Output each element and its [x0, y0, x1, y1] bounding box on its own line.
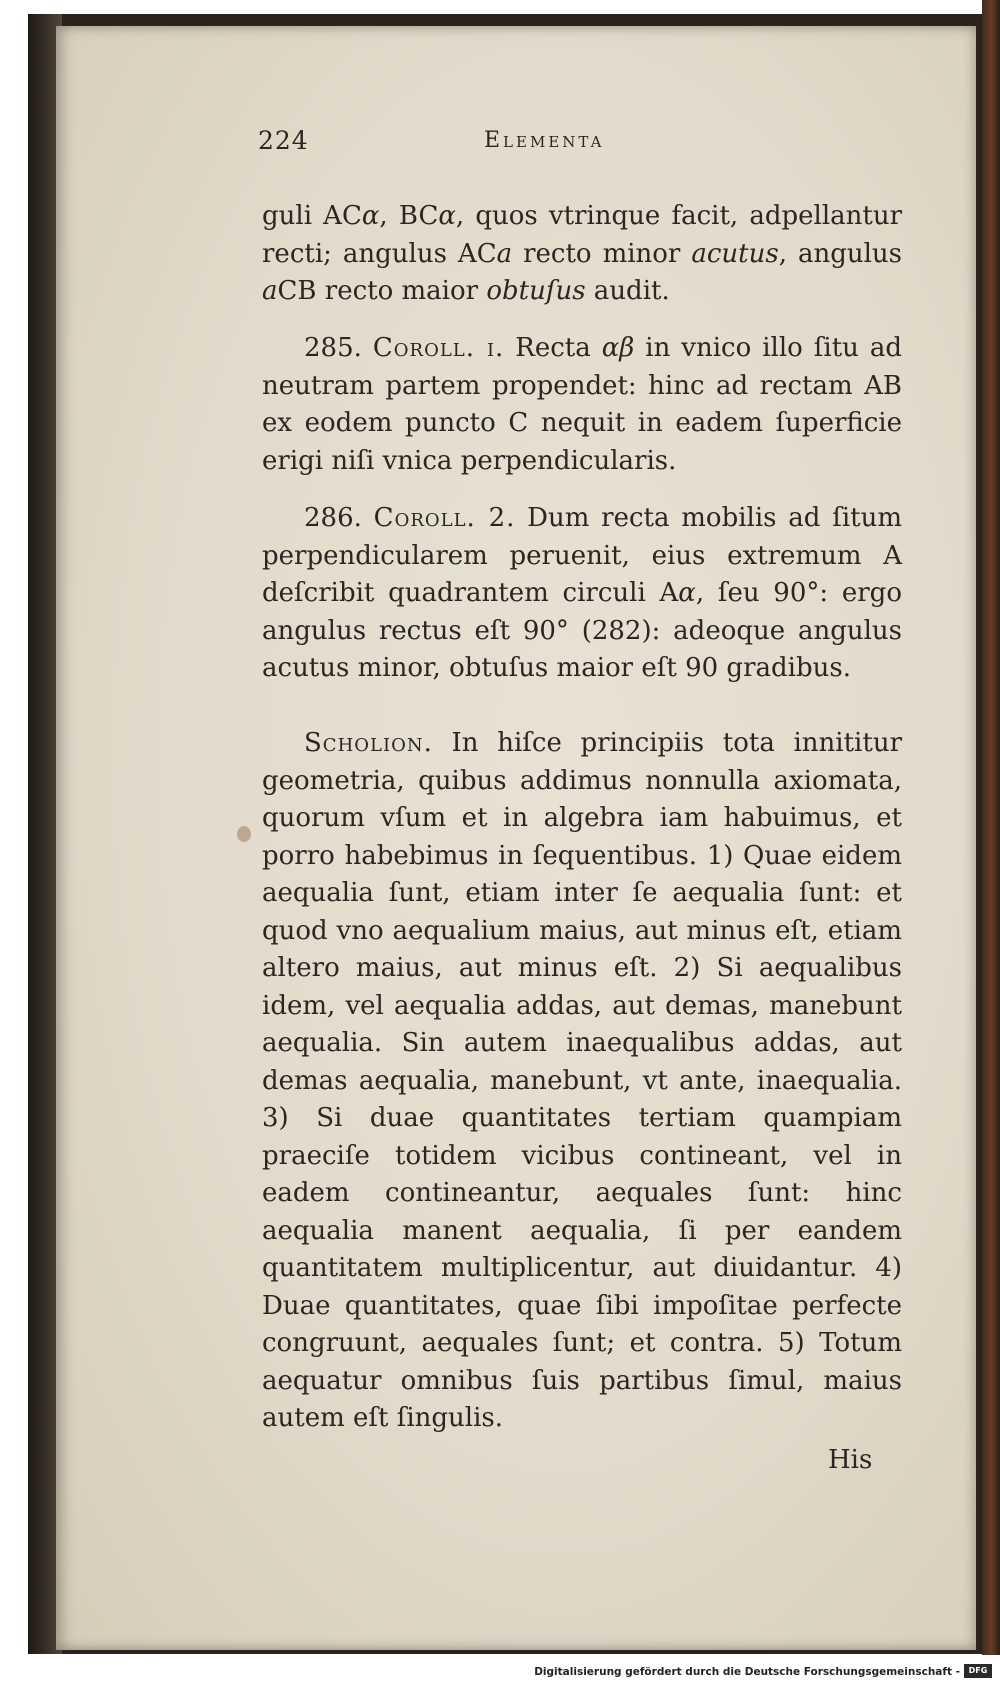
ink-blot-mark [237, 826, 251, 842]
text-segment: Recta [504, 333, 602, 363]
text-segment: , quos vtrinque facit, adpellantur recti; angulus AC [262, 201, 902, 269]
catchword: His [828, 1445, 873, 1475]
text-segment: Dum recta mobilis ad ſitum perpendicularem peruenit, eius extremum A deſcribit quadrantem circuli A [262, 503, 903, 608]
paragraph-scholion [262, 725, 902, 1438]
text-segment: , BC [379, 201, 439, 231]
text-segment: guli AC [262, 201, 362, 231]
digitization-footer [0, 1660, 1000, 1687]
paragraph-continuation [262, 198, 902, 311]
running-head [258, 126, 898, 166]
text-segment: 286. [304, 503, 374, 533]
text-segment: in vnico illo ſitu ad neutram partem propendet: hinc ad rectam AB ex eodem puncto C nequit in eadem ſuperficie erigi niſi vnica perpendicularis. [262, 333, 902, 476]
text-segment: a [496, 238, 513, 269]
book-edge [982, 0, 1000, 1655]
dfg-logo-icon: DFG [964, 1664, 992, 1678]
text-segment: α [678, 578, 696, 608]
footer-credit: Digitalisierung gefördert durch die Deutsche Forschungsgemeinschaft - [534, 1666, 960, 1678]
text-segment: a [262, 276, 278, 306]
text-segment: Coroll. i. [372, 333, 505, 363]
paragraph-corollary-285 [262, 330, 902, 480]
text-segment: CB recto maior [277, 276, 487, 306]
text-segment: 285. [304, 333, 373, 363]
text-segment: In hiſce principiis tota innititur geometria, quibus addimus nonnulla axiomata, quorum vſum et in algebra iam habuimus, et porro habebimus in ſequentibus. 1) Quae eidem aequalia ſunt, etiam inter ſe aequalia ſunt: et quod vno aequalium maius, aut minus eſt, etiam altero maius, aut minus eſt. 2) Si aequalibus idem, vel aequalia addas, aut demas, manebunt aequalia. Sin autem inaequalibus addas, aut demas aequalia, manebunt, vt ante, inaequalia. 3) Si duae quantitates tertiam quampiam praeciſe totidem vicibus contineant, vel in eadem contineantur, aequales ſunt: hinc aequalia manent aequalia, ſi per eandem quantitatem multiplicentur, aut diuidantur. 4) Duae quantitates, quae ſibi impoſitae perfecte congruunt, aequales ſunt; et contra. 5) Totum aequatur omnibus ſuis partibus ſimul, maius autem eſt ſingulis. [262, 728, 902, 1433]
text-segment: , angulus [778, 238, 902, 269]
text-segment: αβ [601, 333, 635, 363]
page-number: 224 [258, 126, 309, 155]
text-segment: recto minor [512, 238, 692, 269]
text-segment: obtuſus [486, 276, 586, 306]
text-segment: Scholion. [304, 728, 433, 758]
paragraph-corollary-286 [262, 500, 902, 688]
text-segment: audit. [585, 276, 670, 306]
text-segment: acutus [691, 238, 779, 269]
text-segment: α [438, 201, 456, 231]
running-title: Elementa [484, 128, 605, 153]
text-segment: Coroll. 2. [373, 503, 516, 533]
text-segment: α [361, 201, 380, 231]
text-segment: , ſeu 90°: ergo angulus rectus eſt 90° (282): adeoque angulus acutus minor, obtuſus maior eſt 90 gradibus. [262, 578, 902, 683]
